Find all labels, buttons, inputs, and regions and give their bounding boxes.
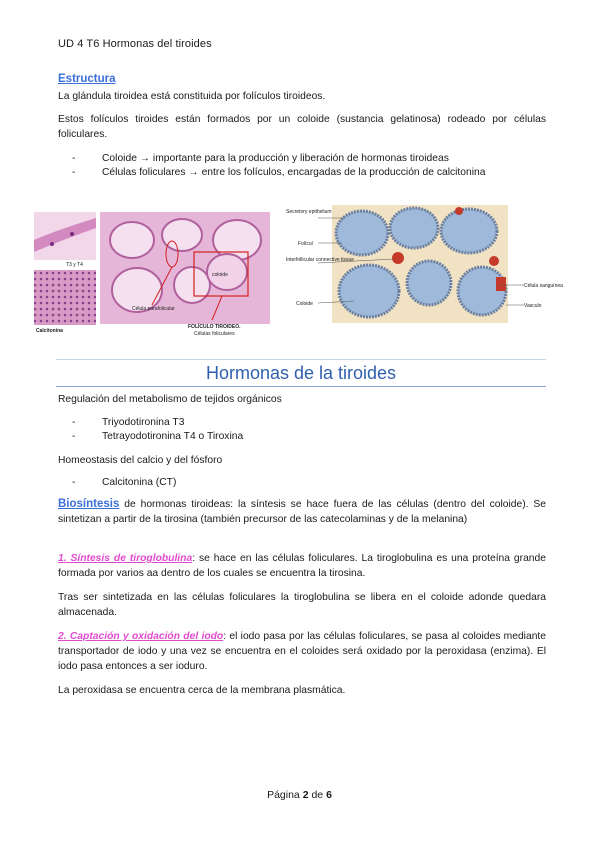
figure-histology-right <box>284 203 563 328</box>
list-item: - Calcitonina (CT) <box>72 477 177 488</box>
thyroid-micrograph-image <box>32 210 272 340</box>
label-celula-sanguinea: Célula sanguínea <box>524 283 563 289</box>
label-t3t4: T3 y T4 <box>66 262 83 268</box>
label-vasculo: Vasculo <box>524 303 542 309</box>
list-item: - Células foliculares → entre los folículos, encargadas de la producción de calcitonina <box>72 167 486 178</box>
bullet-list-estructura <box>58 152 546 180</box>
paragraph-foliculos: Estos folículos tiroides están formados por un coloide (sustancia gelatinosa) rodeado por células foliculares. <box>58 114 546 140</box>
step2-label: 2. Captación y oxidación del iodo <box>58 631 224 642</box>
label-secretory-epithelium: Secretory epithelium <box>286 209 332 215</box>
label-interfollicular: Interfollicular connective tissue <box>286 257 355 263</box>
biosintesis-text: de hormonas tiroideas: la síntesis se hace fuera de las células (dentro del coloide). Se sintetizan a partir de la tirosina (también precursor de las catecolaminas y de la melanina) <box>58 499 546 525</box>
thyroid-diagram-image <box>284 203 563 328</box>
paragraph-glandula: La glándula tiroidea está constituida por folículos tiroideos. <box>58 91 326 102</box>
section-title-estructura: Estructura <box>58 73 116 85</box>
label-calcitonina: Calcitonina <box>36 328 63 334</box>
label-parafolicular: Célula parafolicular <box>132 306 175 312</box>
paragraph-step1-continued: Tras ser sintetizada en las células foliculares la tiroglobulina se libera en el coloide adonde quedara almacenada. <box>58 592 546 618</box>
bullet-list-hormonas <box>58 416 546 444</box>
paragraph-biosintesis <box>58 497 546 527</box>
footer-page-total: 6 <box>326 789 332 801</box>
paragraph-step1 <box>58 551 546 581</box>
paragraph-homeostasis: Homeostasis del calcio y del fósforo <box>58 455 223 466</box>
footer-page-number: 2 <box>302 789 309 801</box>
page-header: UD 4 T6 Hormonas del tiroides <box>58 38 212 50</box>
footer-mid: de <box>308 789 327 801</box>
label-coloide: coloide <box>212 272 228 278</box>
list-item: - Coloide → importante para la producción y liberación de hormonas tiroideas <box>72 153 449 164</box>
footer-pre: Página <box>267 789 303 801</box>
label-foliculo: Folícul <box>298 241 313 247</box>
step1-label: 1. Síntesis de tiroglobulina <box>58 553 193 564</box>
list-item: - Triyodotironina T3 <box>72 417 185 428</box>
paragraph-step2 <box>58 629 546 674</box>
figure-histology-left <box>32 210 272 340</box>
list-item: - Tetrayodotironina T4 o Tiroxina <box>72 431 244 442</box>
caption-foliculo: FOLÍCULO TIROIDEO. <box>188 324 241 330</box>
label-coloide-right: Coloide <box>296 301 313 307</box>
section-heading-box <box>56 359 546 387</box>
step1-text: : se hace en las células foliculares. La tiroglobulina es una proteína grande formada por varios aa dentro de los cuales se encuentra la tirosina. <box>58 553 546 579</box>
biosintesis-label: Biosíntesis <box>58 498 120 510</box>
page-footer <box>0 789 599 801</box>
bullet-list-calcitonina <box>58 476 546 490</box>
section-title-hormonas: Hormonas de la tiroides <box>205 363 397 383</box>
paragraph-regulacion: Regulación del metabolismo de tejidos orgánicos <box>58 394 282 405</box>
step2-text: : el iodo pasa por las células foliculares, se pasa al coloides mediante transportador de iodo y una vez se encuentra en el coloides será oxidado por la peroxidasa (enzima). El iodo pasa entonces a ser ioduro. <box>58 631 547 672</box>
caption-celulas: Células foliculares <box>194 331 235 337</box>
paragraph-peroxidasa: La peroxidasa se encuentra cerca de la membrana plasmática. <box>58 685 346 696</box>
